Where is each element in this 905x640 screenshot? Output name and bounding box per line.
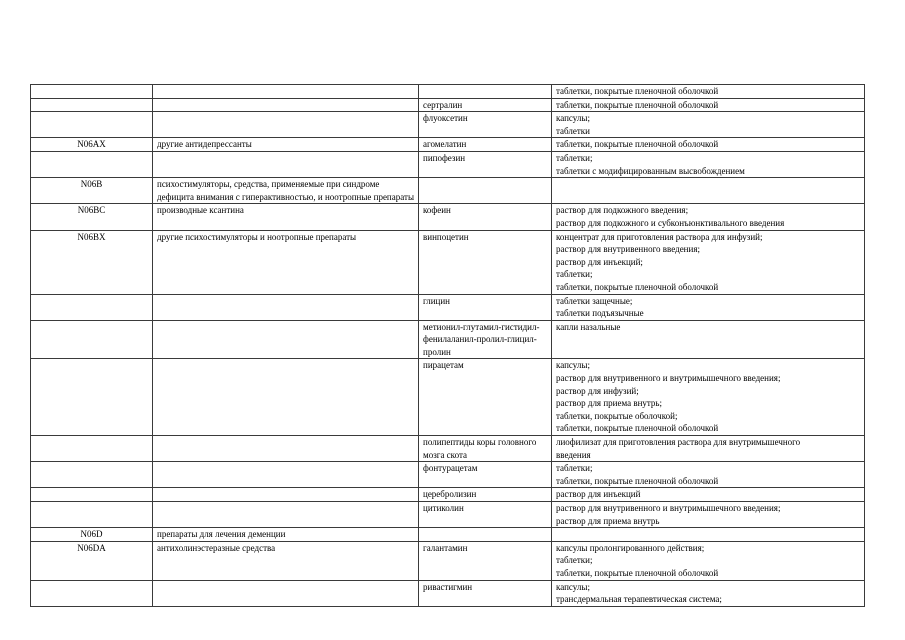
drug-name-cell: сертралин [419, 98, 552, 112]
dosage-form-line: раствор для инъекций; [556, 256, 643, 267]
table-row [31, 502, 865, 528]
dosage-forms-cell [552, 98, 865, 112]
dosage-form-line: капли назальные [556, 321, 621, 332]
dosage-form-line: таблетки; [556, 269, 593, 280]
group-name-cell: препараты для лечения деменции [153, 528, 419, 542]
drug-name-cell [419, 178, 552, 204]
table-row [31, 294, 865, 320]
group-name-cell [153, 98, 419, 112]
group-name-cell: другие психостимуляторы и ноотропные препараты [153, 230, 419, 294]
dosage-form-line: раствор для инъекций [556, 489, 641, 500]
dosage-form-line: раствор для внутривенного и внутримышечного введения; [556, 373, 781, 384]
atc-code-cell: N06AX [31, 138, 153, 152]
table-row [31, 85, 865, 99]
dosage-forms-cell [552, 204, 865, 230]
group-name-cell: другие антидепрессанты [153, 138, 419, 152]
dosage-forms-cell [552, 294, 865, 320]
table-row [31, 580, 865, 606]
drug-name-cell: фонтурацетам [419, 462, 552, 488]
dosage-form-line: таблетки; [556, 555, 593, 566]
table-row [31, 528, 865, 542]
table-row [31, 359, 865, 436]
dosage-form-line: концентрат для приготовления раствора для инфузий; [556, 231, 763, 242]
atc-code-cell [31, 112, 153, 138]
table-row [31, 178, 865, 204]
group-name-cell: психостимуляторы, средства, применяемые при синдроме дефицита внимания с гиперактивностью, и ноотропные препараты [153, 178, 419, 204]
group-name-cell: антихолинэстеразные средства [153, 541, 419, 580]
atc-code-cell: N06D [31, 528, 153, 542]
table-row [31, 138, 865, 152]
dosage-forms-cell [552, 178, 865, 204]
group-name-cell [153, 320, 419, 359]
drug-name-cell [419, 85, 552, 99]
drug-name-cell: церебролизин [419, 488, 552, 502]
dosage-form-line: трансдермальная терапевтическая система; [556, 594, 722, 605]
atc-code-cell [31, 488, 153, 502]
drug-classification-table [30, 84, 865, 607]
dosage-form-line: таблетки; [556, 152, 593, 163]
group-name-cell [153, 151, 419, 177]
dosage-forms-cell [552, 436, 865, 462]
atc-code-cell [31, 98, 153, 112]
dosage-form-line: раствор для приема внутрь; [556, 398, 663, 409]
group-name-cell [153, 85, 419, 99]
drug-name-cell: цитиколин [419, 502, 552, 528]
table-row [31, 98, 865, 112]
drug-name-cell: флуоксетин [419, 112, 552, 138]
group-name-cell [153, 580, 419, 606]
dosage-form-line: раствор для инфузий; [556, 385, 639, 396]
table-row [31, 488, 865, 502]
dosage-form-line: таблетки с модифицированным высвобождением [556, 165, 745, 176]
table-body [31, 85, 865, 607]
table-row [31, 112, 865, 138]
dosage-form-line: введения [556, 449, 591, 460]
drug-name-cell: галантамин [419, 541, 552, 580]
dosage-forms-cell [552, 85, 865, 99]
dosage-form-line: таблетки, покрытые пленочной оболочкой [556, 567, 719, 578]
drug-name-cell: глицин [419, 294, 552, 320]
atc-code-cell [31, 502, 153, 528]
dosage-forms-cell [552, 138, 865, 152]
dosage-form-line: таблетки, покрытые пленочной оболочкой [556, 86, 719, 96]
atc-code-cell: N06BC [31, 204, 153, 230]
drug-name-cell: кофеин [419, 204, 552, 230]
dosage-forms-cell [552, 528, 865, 542]
dosage-form-line: капсулы; [556, 360, 590, 371]
atc-code-cell [31, 462, 153, 488]
drug-name-cell: полипептиды коры головного мозга скота [419, 436, 552, 462]
atc-code-cell [31, 580, 153, 606]
group-name-cell [153, 112, 419, 138]
group-name-cell [153, 462, 419, 488]
dosage-forms-cell [552, 359, 865, 436]
table-row [31, 151, 865, 177]
dosage-form-line: лиофилизат для приготовления раствора для внутримышечного [556, 437, 801, 448]
dosage-form-line: таблетки, покрытые пленочной оболочкой [556, 139, 719, 150]
group-name-cell [153, 502, 419, 528]
drug-name-cell: винпоцетин [419, 230, 552, 294]
dosage-form-line: раствор для приема внутрь [556, 515, 660, 526]
dosage-form-line: таблетки, покрытые пленочной оболочкой [556, 99, 719, 110]
table-row [31, 204, 865, 230]
dosage-form-line: раствор для внутривенного и внутримышечного введения; [556, 503, 781, 513]
dosage-form-line: таблетки, покрытые пленочной оболочкой [556, 475, 719, 486]
group-name-cell [153, 488, 419, 502]
drug-name-cell: ривастигмин [419, 580, 552, 606]
dosage-forms-cell [552, 320, 865, 359]
dosage-form-line: таблетки; [556, 463, 593, 474]
group-name-cell [153, 436, 419, 462]
group-name-cell: производные ксантина [153, 204, 419, 230]
atc-code-cell [31, 294, 153, 320]
dosage-forms-cell [552, 580, 865, 606]
drug-name-cell: пирацетам [419, 359, 552, 436]
dosage-form-line: капсулы пролонгированного действия; [556, 542, 705, 553]
table-row [31, 436, 865, 462]
dosage-forms-cell [552, 541, 865, 580]
dosage-form-line: таблетки, покрытые оболочкой; [556, 410, 678, 421]
dosage-form-line: таблетки защечные; [556, 295, 633, 306]
dosage-form-line: капсулы; [556, 581, 590, 592]
dosage-form-line: раствор для внутривенного введения; [556, 244, 700, 255]
table-row [31, 462, 865, 488]
dosage-form-line: таблетки, покрытые пленочной оболочкой [556, 281, 719, 292]
dosage-form-line: капсулы; [556, 113, 590, 124]
drug-name-cell: пипофезин [419, 151, 552, 177]
dosage-forms-cell [552, 488, 865, 502]
table-row [31, 230, 865, 294]
dosage-form-line: таблетки, покрытые пленочной оболочкой [556, 423, 719, 434]
dosage-form-line: раствор для подкожного и субконъюнктивального введения [556, 217, 785, 228]
dosage-forms-cell [552, 151, 865, 177]
atc-code-cell [31, 320, 153, 359]
group-name-cell [153, 294, 419, 320]
dosage-form-line: раствор для подкожного введения; [556, 205, 689, 216]
atc-code-cell: N06BX [31, 230, 153, 294]
atc-code-cell [31, 359, 153, 436]
table-row [31, 320, 865, 359]
drug-name-cell: метионил-глутамил-гистидил-фенилаланил-пролил-глицил-пролин [419, 320, 552, 359]
atc-code-cell [31, 85, 153, 99]
atc-code-cell [31, 151, 153, 177]
drug-name-cell: агомелатин [419, 138, 552, 152]
atc-code-cell: N06DA [31, 541, 153, 580]
atc-code-cell: N06B [31, 178, 153, 204]
group-name-cell [153, 359, 419, 436]
dosage-form-line: таблетки [556, 125, 591, 136]
atc-code-cell [31, 436, 153, 462]
dosage-form-line: таблетки подъязычные [556, 308, 644, 319]
drug-name-cell [419, 528, 552, 542]
dosage-forms-cell [552, 502, 865, 528]
table-row [31, 541, 865, 580]
dosage-forms-cell [552, 230, 865, 294]
dosage-forms-cell [552, 112, 865, 138]
dosage-forms-cell [552, 462, 865, 488]
